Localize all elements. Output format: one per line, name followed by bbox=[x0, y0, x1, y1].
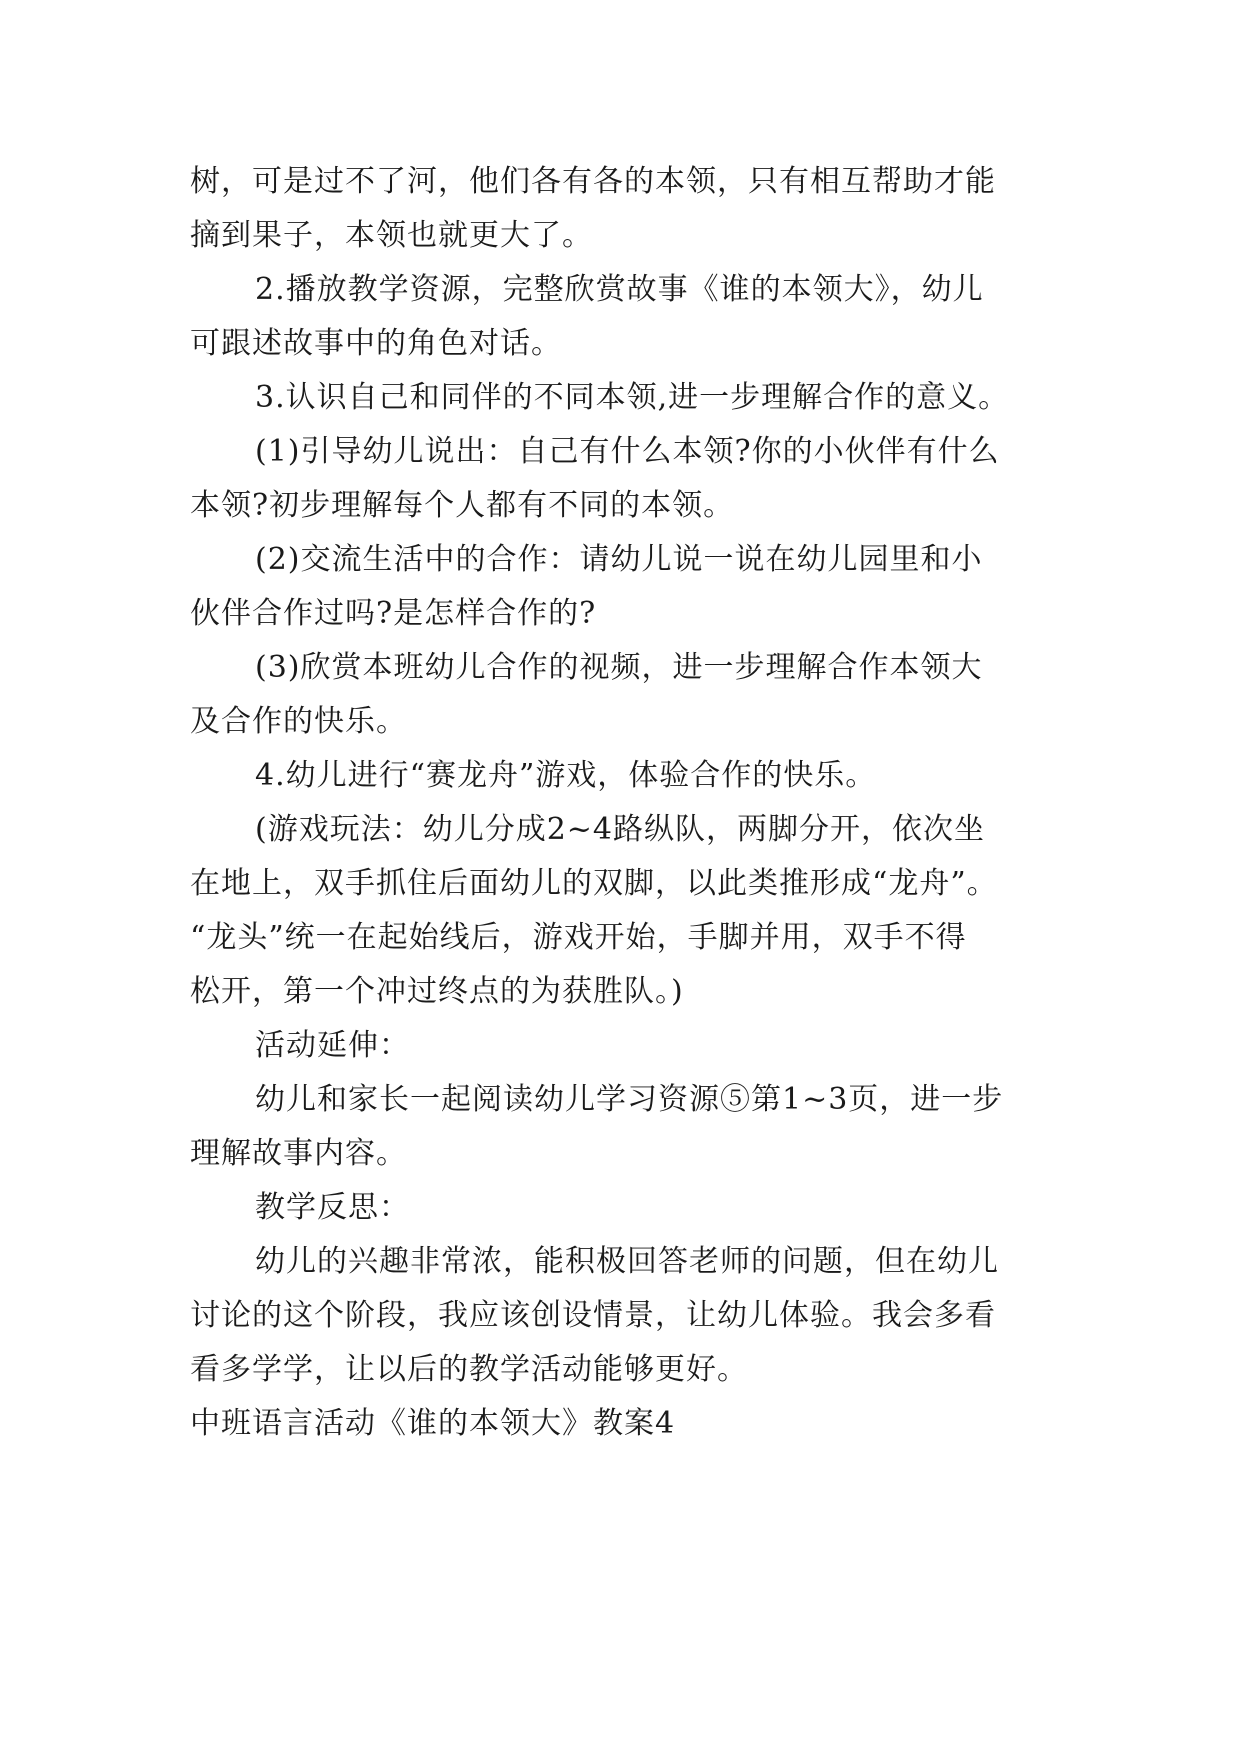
section-heading-reflection: 教学反思： bbox=[255, 1190, 410, 1225]
sub-item-1: (1)引导幼儿说出：自己有什么本领?你的小伙伴有什么 bbox=[255, 434, 1000, 469]
body-text-line: 树，可是过不了河，他们各有各的本领，只有相互帮助才能 bbox=[190, 164, 996, 199]
sub-item-3: (3)欣赏本班幼儿合作的视频，进一步理解合作本领大 bbox=[255, 650, 983, 685]
body-text-line: 摘到果子，本领也就更大了。 bbox=[190, 218, 593, 253]
body-text-line: 松开，第一个冲过终点的为获胜队。) bbox=[190, 974, 684, 1009]
game-rules-paragraph: (游戏玩法：幼儿分成2~4路纵队，两脚分开，依次坐 bbox=[255, 812, 986, 847]
list-item-3: 3.认识自己和同伴的不同本领,进一步理解合作的意义。 bbox=[255, 380, 1010, 415]
body-text-line: 在地上，双手抓住后面幼儿的双脚，以此类推形成“龙舟”。 bbox=[190, 866, 998, 901]
body-text-line: 可跟述故事中的角色对话。 bbox=[190, 326, 562, 361]
body-text-line: 看多学学，让以后的教学活动能够更好。 bbox=[190, 1352, 748, 1387]
body-text-line: “龙头”统一在起始线后，游戏开始，手脚并用，双手不得 bbox=[190, 920, 967, 955]
body-text-line: 及合作的快乐。 bbox=[190, 704, 407, 739]
section-heading-extension: 活动延伸： bbox=[255, 1028, 410, 1063]
body-text-line: 本领?初步理解每个人都有不同的本领。 bbox=[190, 488, 735, 523]
body-text-line: 伙伴合作过吗?是怎样合作的? bbox=[190, 596, 597, 631]
list-item-4: 4.幼儿进行“赛龙舟”游戏，体验合作的快乐。 bbox=[255, 758, 877, 793]
extension-paragraph: 幼儿和家长一起阅读幼儿学习资源⑤第1~3页，进一步 bbox=[255, 1082, 1004, 1117]
body-text-line: 讨论的这个阶段，我应该创设情景，让幼儿体验。我会多看 bbox=[190, 1298, 996, 1333]
reflection-paragraph: 幼儿的兴趣非常浓，能积极回答老师的问题，但在幼儿 bbox=[255, 1244, 999, 1279]
sub-item-2: (2)交流生活中的合作：请幼儿说一说在幼儿园里和小 bbox=[255, 542, 983, 577]
list-item-2: 2.播放教学资源，完整欣赏故事《谁的本领大》，幼儿 bbox=[255, 272, 984, 307]
next-lesson-title: 中班语言活动《谁的本领大》教案4 bbox=[190, 1406, 676, 1441]
body-text-line: 理解故事内容。 bbox=[190, 1136, 407, 1171]
